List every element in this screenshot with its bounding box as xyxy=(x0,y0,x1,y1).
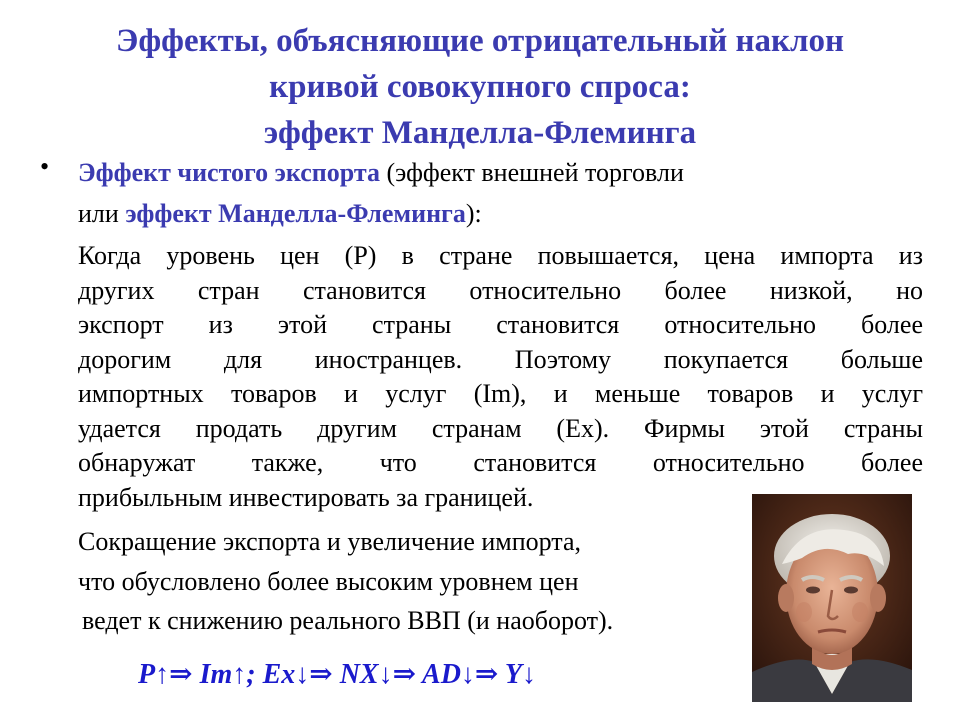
portrait-icon xyxy=(752,494,912,702)
intro-pre-2: или xyxy=(78,199,126,228)
bullet-icon: • xyxy=(40,152,50,181)
causal-chain-formula: P↑⇒ Im↑; Ex↓⇒ NX↓⇒ AD↓⇒ Y↓ xyxy=(138,659,536,690)
paragraph-line: экспорт из этой страны становится относительно более xyxy=(78,310,923,339)
paragraph-line: обнаружат также, что становится относительно более xyxy=(78,448,923,477)
paragraph-line: удается продать другим странам (Ex). Фирмы этой страны xyxy=(78,413,923,443)
intro-line-2 xyxy=(78,199,482,229)
paragraph-line: импортных товаров и услуг (Im), и меньше товаров и услуг xyxy=(78,379,923,408)
summary-line-2: что обусловлено более высоким уровнем цен xyxy=(78,567,579,596)
portrait-photo xyxy=(752,494,912,702)
intro-line-1 xyxy=(78,158,684,188)
title-line-2: кривой совокупного спроса: xyxy=(269,69,691,105)
paragraph-line: других стран становится относительно более низкой, но xyxy=(78,275,923,305)
intro-rest-1: (эффект внешней торговли xyxy=(379,158,684,187)
summary-line-3: ведет к снижению реального ВВП (и наоборот). xyxy=(82,606,614,635)
explanation-paragraph xyxy=(78,239,923,515)
paragraph-line: прибыльным инвестировать за границей. xyxy=(78,482,534,512)
summary-line-1: Сокращение экспорта и увеличение импорта, xyxy=(78,527,582,556)
title-line-1: Эффекты, объясняющие отрицательный наклон xyxy=(115,23,845,59)
paragraph-line: дорогим для иностранцев. Поэтому покупается больше xyxy=(78,344,923,374)
term-mundell-fleming-effect: эффект Манделла-Флеминга xyxy=(125,199,466,228)
paragraph-line: Когда уровень цен (Р) в стране повышается, цена импорта из xyxy=(78,241,923,270)
slide-title xyxy=(40,18,920,156)
term-net-export-effect: Эффект чистого экспорта xyxy=(78,158,380,187)
title-line-3: эффект Манделла-Флеминга xyxy=(263,115,697,151)
intro-rest-2: ): xyxy=(465,199,482,228)
